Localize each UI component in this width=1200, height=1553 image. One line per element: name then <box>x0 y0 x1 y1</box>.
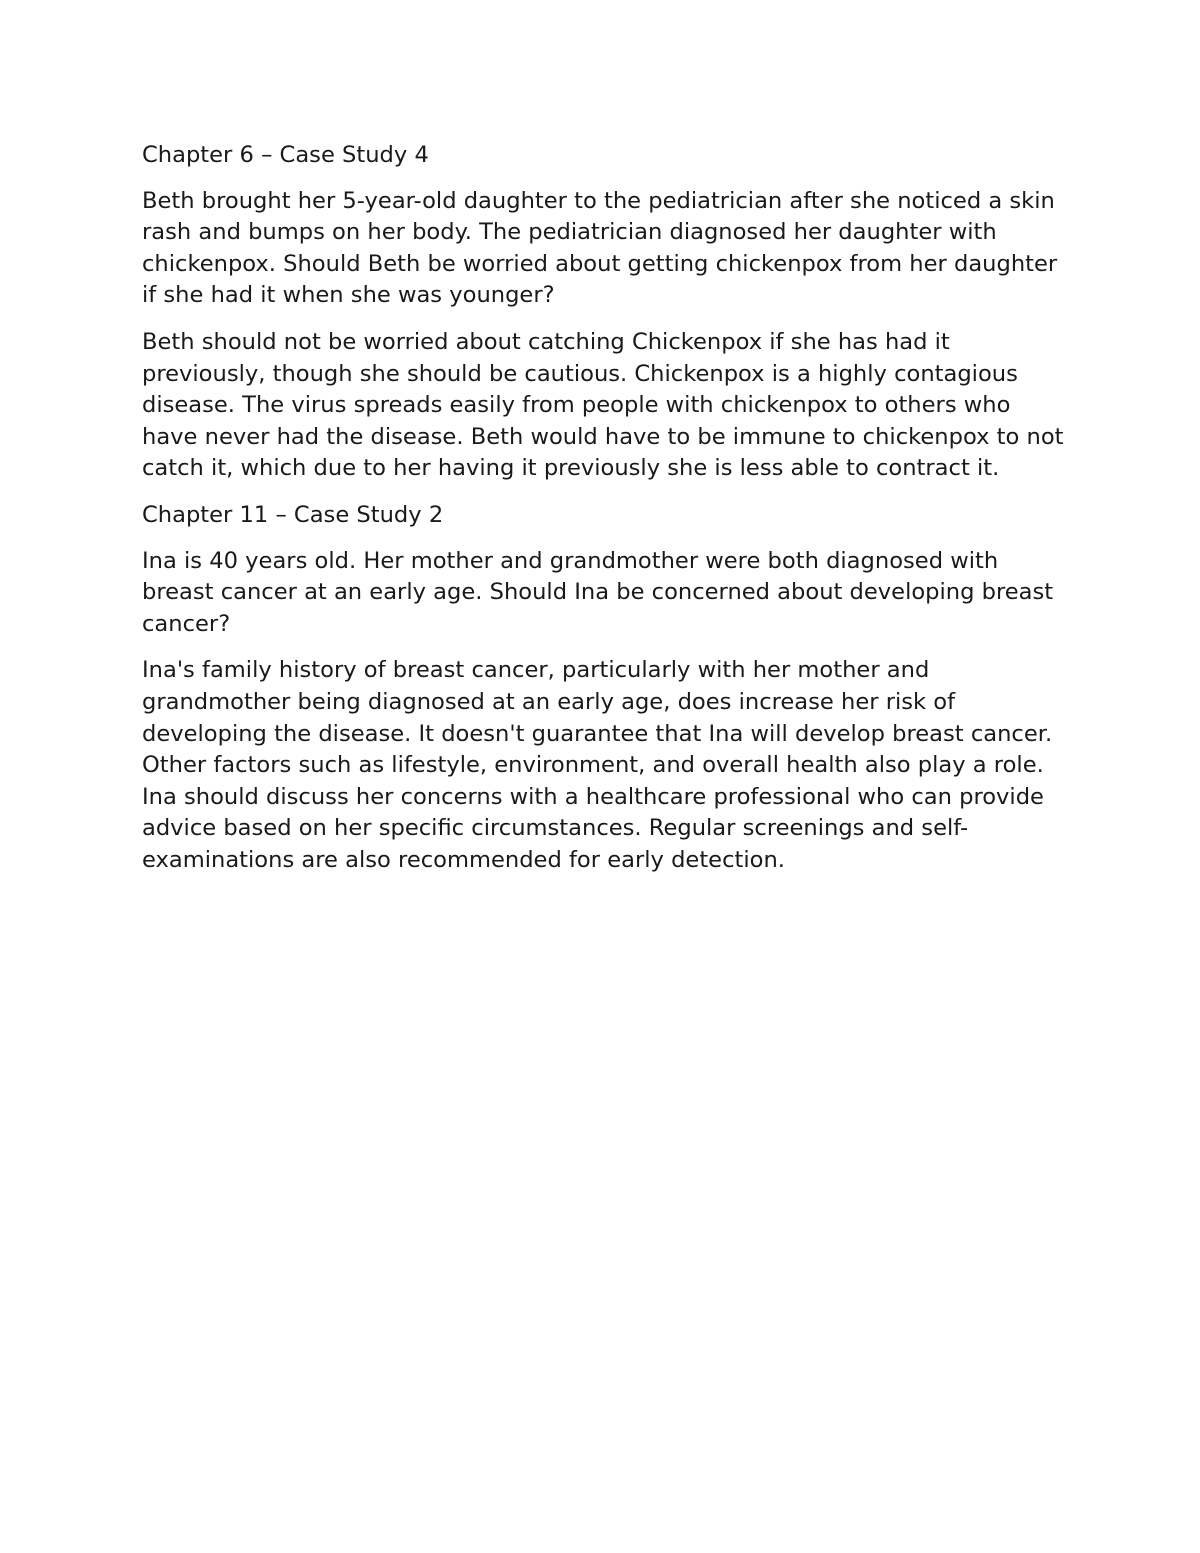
case-answer: Beth should not be worried about catching Chickenpox if she has had it previously, though she should be cautious. Chickenpox is a highly contagious disease. The virus spreads easily from people with chickenpox to others who have never had the disease. Beth would have to be immune to chickenpox to not catch it, which due to her having it previously she is less able to contract it. <box>142 328 1064 482</box>
document-body <box>142 140 1072 891</box>
case-study-section <box>142 500 1072 877</box>
case-question: Beth brought her 5-year-old daughter to the pediatrician after she noticed a skin rash and bumps on her body. The pediatrician diagnosed her daughter with chickenpox. Should Beth be worried about getting chickenpox from her daughter if she had it when she was younger? <box>142 187 1058 309</box>
case-question: Ina is 40 years old. Her mother and grandmother were both diagnosed with breast cancer at an early age. Should Ina be concerned about developing breast cancer? <box>142 547 1054 637</box>
case-study-section <box>142 140 1072 485</box>
case-answer: Ina's family history of breast cancer, particularly with her mother and grandmother being diagnosed at an early age, does increase her risk of developing the disease. It doesn't guarantee that Ina will develop breast cancer. Other factors such as lifestyle, environment, and overall health also play a role. Ina should discuss her concerns with a healthcare professional who can provide advice based on her specific circumstances. Regular screenings and self-examinations are also recommended for early detection. <box>142 657 1053 873</box>
section-heading: Chapter 6 – Case Study 4 <box>142 142 429 168</box>
section-heading: Chapter 11 – Case Study 2 <box>142 501 444 528</box>
